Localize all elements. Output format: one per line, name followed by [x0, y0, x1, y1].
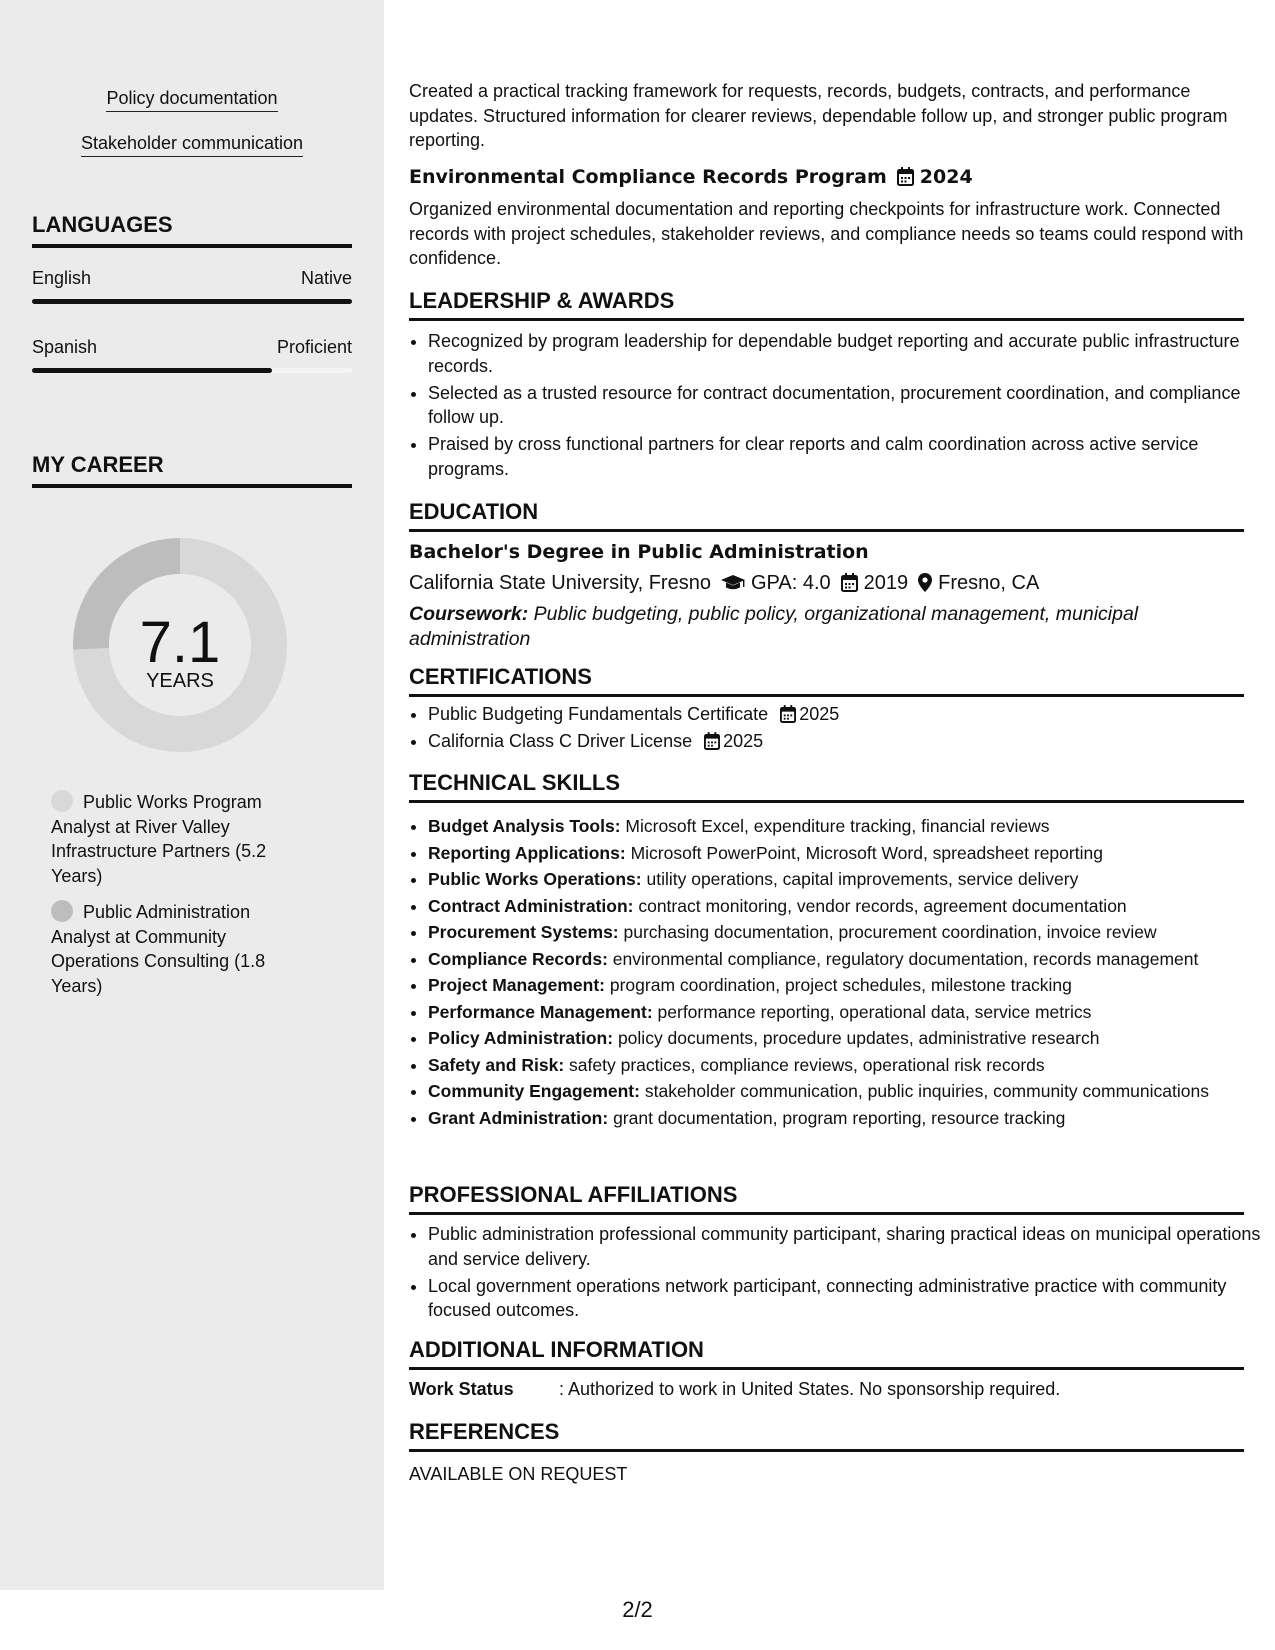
project-description: Created a practical tracking framework for requests, records, budgets, contracts, and performance updates. Structured information for clearer reviews, dependable follow up, and stronger public program reporting.: [409, 81, 1228, 150]
education-details: [409, 571, 1244, 596]
school-name: California State University, Fresno: [409, 572, 711, 594]
list-item: • Procurement Systems: purchasing documentation, procurement coordination, invoice review: [428, 920, 1263, 944]
work-status-row: [409, 1377, 1244, 1402]
languages-heading: LANGUAGES: [32, 212, 352, 248]
technical-skills-list: [409, 814, 1263, 1132]
list-item: • Local government operations network participant, connecting administrative practice with community focused outcomes.: [428, 1274, 1263, 1323]
list-item: • Public Works Operations: utility operations, capital improvements, service delivery: [428, 867, 1263, 891]
affiliations-heading: PROFESSIONAL AFFILIATIONS: [409, 1182, 1244, 1215]
language-level: Proficient: [276, 337, 352, 357]
language-bar: [32, 299, 352, 304]
certifications-list: [409, 702, 1263, 756]
sidebar: [0, 0, 384, 1590]
list-item: • Contract Administration: contract monitoring, vendor records, agreement documentation: [428, 894, 1263, 918]
list-item: • Budget Analysis Tools: Microsoft Excel, expenditure tracking, financial reviews: [428, 814, 1263, 838]
legend-dot: [51, 790, 73, 812]
career-item: Public Administration Analyst at Community Operations Consulting (1.8 Years): [51, 902, 266, 996]
list-item: • Project Management: program coordination, project schedules, milestone tracking: [428, 973, 1263, 997]
list-item: • Policy Administration: policy documents, procedure updates, administrative research: [428, 1026, 1263, 1050]
career-heading: MY CAREER: [32, 452, 352, 488]
certifications-heading: CERTIFICATIONS: [409, 664, 1244, 697]
career-item: Public Works Program Analyst at River Valley Infrastructure Partners (5.2 Years): [51, 792, 267, 886]
list-item: • Praised by cross functional partners for clear reports and calm coordination across active service programs.: [428, 432, 1263, 481]
list-item: • Performance Management: performance reporting, operational data, service metrics: [428, 1000, 1263, 1024]
language-name: Spanish: [32, 337, 98, 357]
project-title: Environmental Compliance Records Program: [409, 166, 887, 188]
legend-dot: [51, 900, 73, 922]
page-number: 2/2: [622, 1597, 653, 1622]
language-bar-fill: [32, 299, 352, 304]
leadership-heading: LEADERSHIP & AWARDS: [409, 288, 1244, 321]
calendar-icon: [897, 167, 914, 186]
list-item: • Safety and Risk: safety practices, compliance reviews, operational risk records: [428, 1053, 1263, 1077]
project-title-row: [409, 166, 973, 188]
project-description: Organized environmental documentation and reporting checkpoints for infrastructure work. Connected records with project schedules, stakeholder reviews, and compliance needs so teams could respond with confidence.: [409, 199, 1244, 268]
list-item: • Compliance Records: environmental compliance, regulatory documentation, records management: [428, 947, 1263, 971]
language-row: [32, 268, 352, 289]
skill-tag: Policy documentation: [0, 88, 384, 112]
graduation-cap-icon: [721, 575, 745, 592]
list-item: • Community Engagement: stakeholder communication, public inquiries, community communications: [428, 1079, 1263, 1103]
work-status-label: Work Status: [409, 1379, 514, 1399]
career-donut-chart: [65, 530, 295, 760]
list-item: • Public administration professional community participant, sharing practical ideas on municipal operations and service delivery.: [428, 1222, 1263, 1271]
project-year: 2024: [919, 166, 973, 188]
list-item: • Reporting Applications: Microsoft PowerPoint, Microsoft Word, spreadsheet reporting: [428, 841, 1263, 865]
degree-title: Bachelor's Degree in Public Administration: [409, 541, 869, 563]
leadership-list: [409, 329, 1263, 484]
list-item: • Recognized by program leadership for dependable budget reporting and accurate public infrastructure records.: [428, 329, 1263, 378]
language-level: Native: [300, 268, 352, 288]
career-years-label: YEARS: [146, 670, 214, 692]
coursework: Coursework: Public budgeting, public policy, organizational management, municipal administration: [409, 603, 1139, 650]
references-text: AVAILABLE ON REQUEST: [409, 1464, 628, 1484]
calendar-icon: [704, 732, 720, 750]
skill-tag: Stakeholder communication: [0, 133, 384, 157]
calendar-icon: [780, 705, 796, 723]
language-bar: [32, 368, 352, 373]
technical-skills-heading: TECHNICAL SKILLS: [409, 770, 1244, 803]
education-heading: EDUCATION: [409, 499, 1244, 532]
school-location: Fresno, CA: [938, 572, 1040, 594]
list-item: • Selected as a trusted resource for contract documentation, procurement coordination, and compliance follow up.: [428, 381, 1263, 430]
graduation-year: 2019: [863, 572, 909, 594]
language-name: English: [32, 268, 92, 288]
language-bar-fill: [32, 368, 272, 373]
gpa: GPA: 4.0: [750, 572, 831, 594]
career-years-value: 7.1: [139, 610, 221, 675]
affiliations-list: [409, 1222, 1263, 1325]
references-heading: REFERENCES: [409, 1419, 1244, 1452]
list-item: • Public Budgeting Fundamentals Certificate 2025: [428, 702, 1263, 727]
additional-information-heading: ADDITIONAL INFORMATION: [409, 1337, 1244, 1370]
location-pin-icon: [918, 573, 932, 592]
list-item: • Grant Administration: grant documentation, program reporting, resource tracking: [428, 1106, 1263, 1130]
calendar-icon: [841, 573, 858, 592]
list-item: • California Class C Driver License 2025: [428, 729, 1263, 754]
work-status-value: : Authorized to work in United States. No sponsorship required.: [559, 1379, 1061, 1399]
language-row: [32, 337, 352, 358]
coursework-label: Coursework:: [409, 603, 529, 625]
